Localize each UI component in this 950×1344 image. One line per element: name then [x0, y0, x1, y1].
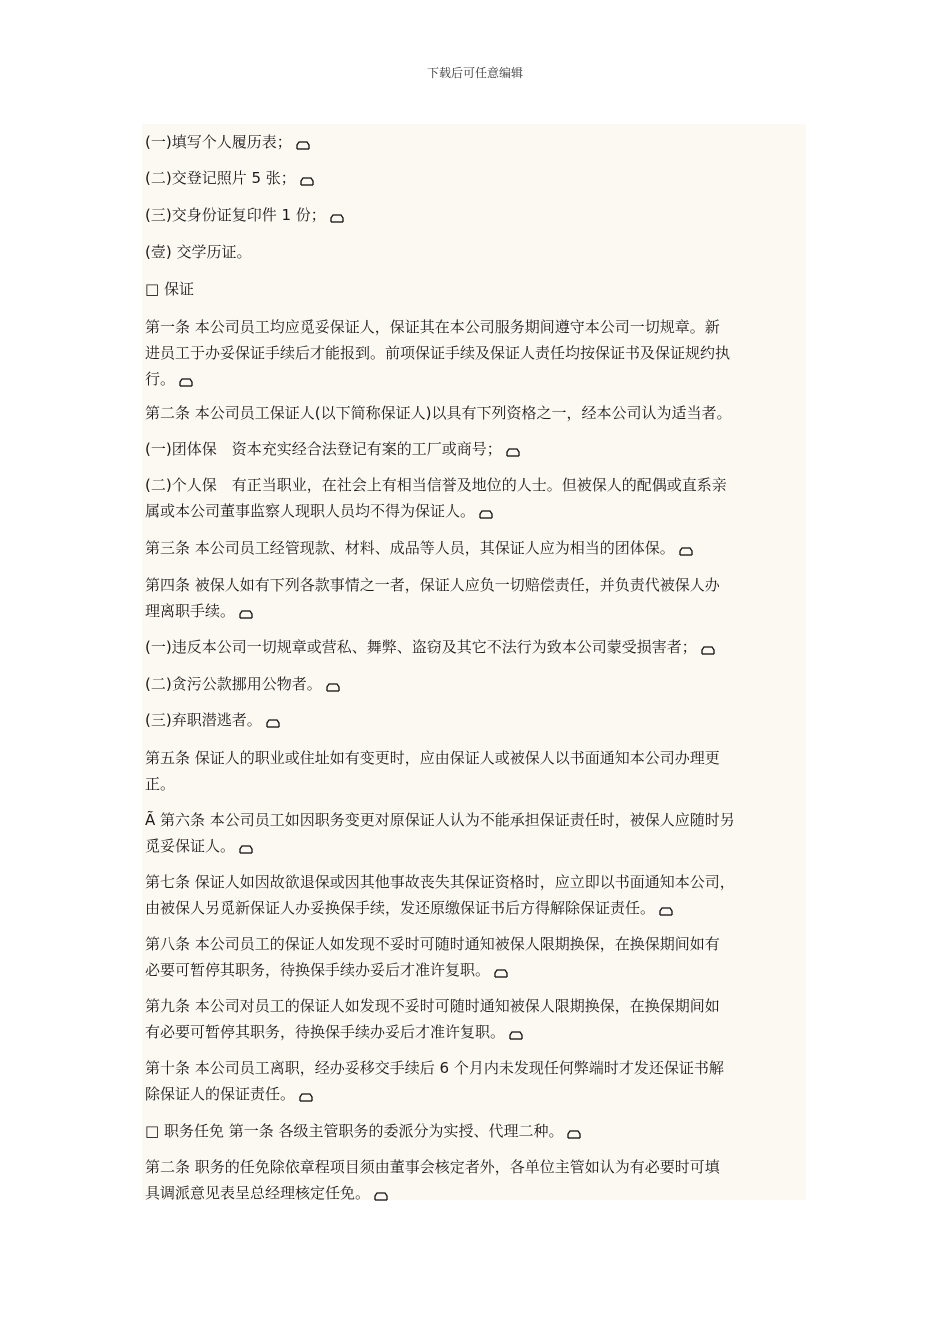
paragraph: [145, 202, 811, 228]
paragraph: [145, 807, 811, 859]
paragraph-mark-icon: [179, 378, 193, 387]
paragraph-line: (一)填写个人履历表；: [145, 129, 811, 155]
paragraph: [145, 314, 811, 392]
paragraph-line: 必要可暂停其职务，待换保手续办妥后才准许复职。: [145, 957, 811, 983]
paragraph-line: 第四条 被保人如有下列各款事情之一者，保证人应负一切赔偿责任，并负责代被保人办: [145, 576, 720, 594]
paragraph-mark-icon: [679, 547, 693, 556]
paragraph-line: (二)交登记照片 5 张；: [145, 165, 811, 191]
document-body: [142, 124, 806, 1200]
paragraph: [145, 572, 811, 624]
paragraph-line: 正。: [145, 775, 176, 793]
paragraph: [145, 1154, 811, 1206]
paragraph-line: (一)团体保 资本充实经合法登记有案的工厂或商号；: [145, 436, 811, 462]
paragraph-line: 第九条 本公司对员工的保证人如发现不妥时可随时通知被保人限期换保，在换保期间如: [145, 997, 720, 1015]
paragraph-line: □ 职务任免 第一条 各级主管职务的委派分为实授、代理二种。: [145, 1118, 811, 1144]
paragraph-line: 第二条 职务的任免除依章程项目须由董事会核定者外，各单位主管如认为有必要时可填: [145, 1158, 720, 1176]
paragraph-line: 第七条 保证人如因故欲退保或因其他事故丧失其保证资格时，应立即以书面通知本公司，: [145, 873, 735, 891]
paragraph-line: 行。: [145, 366, 811, 392]
paragraph-line: 进员工于办妥保证手续后才能报到。前项保证手续及保证人责任均按保证书及保证规约执: [145, 344, 731, 362]
paragraph-mark-icon: [506, 448, 520, 457]
paragraph-line: 第八条 本公司员工的保证人如发现不妥时可随时通知被保人限期换保，在换保期间如有: [145, 935, 720, 953]
paragraph-line: 第十条 本公司员工离职，经办妥移交手续后 6 个月内未发现任何弊端时才发还保证书解: [145, 1059, 724, 1077]
paragraph: [145, 634, 811, 660]
paragraph: [145, 993, 811, 1045]
paragraph-mark-icon: [494, 969, 508, 978]
paragraph-mark-icon: [509, 1031, 523, 1040]
paragraph: [145, 707, 811, 733]
paragraph-line: (壹) 交学历证。: [145, 243, 252, 261]
paragraph-line: (三)交身份证复印件 1 份；: [145, 202, 811, 228]
paragraph-mark-icon: [299, 1093, 313, 1102]
paragraph-line: □ 保证: [145, 280, 194, 298]
paragraph-line: (三)弃职潜逃者。: [145, 707, 811, 733]
paragraph: [145, 931, 811, 983]
paragraph: [145, 745, 811, 797]
paragraph: [145, 869, 811, 921]
paragraph-mark-icon: [659, 907, 673, 916]
paragraph: [145, 165, 811, 191]
paragraph-mark-icon: [296, 141, 310, 150]
paragraph-line: 第三条 本公司员工经管现款、材料、成品等人员，其保证人应为相当的团体保。: [145, 535, 811, 561]
paragraph: [145, 239, 811, 265]
paragraph: [145, 276, 811, 302]
paragraph-mark-icon: [239, 610, 253, 619]
paragraph-line: 有必要可暂停其职务，待换保手续办妥后才准许复职。: [145, 1019, 811, 1045]
page-header: 下载后可任意编辑: [426, 66, 523, 80]
paragraph-line: Ã 第六条 本公司员工如因职务变更对原保证人认为不能承担保证责任时，被保人应随时另: [145, 811, 735, 829]
paragraph-mark-icon: [701, 646, 715, 655]
paragraph: [145, 1055, 811, 1107]
paragraph-line: 第二条 本公司员工保证人(以下简称保证人)以具有下列资格之一，经本公司认为适当者。: [145, 404, 732, 422]
paragraph: [145, 129, 811, 155]
paragraph-line: (二)贪污公款挪用公物者。: [145, 671, 811, 697]
paragraph-mark-icon: [239, 845, 253, 854]
paragraph: [145, 400, 811, 426]
paragraph: [145, 535, 811, 561]
paragraph: [145, 1118, 811, 1144]
paragraph-line: 具调派意见表呈总经理核定任免。: [145, 1180, 811, 1206]
paragraph-mark-icon: [326, 683, 340, 692]
paragraph-line: 理离职手续。: [145, 598, 811, 624]
paragraph-line: (一)违反本公司一切规章或营私、舞弊、盗窃及其它不法行为致本公司蒙受损害者；: [145, 634, 811, 660]
paragraph-mark-icon: [266, 719, 280, 728]
paragraph-line: 觅妥保证人。: [145, 833, 811, 859]
paragraph-mark-icon: [300, 177, 314, 186]
paragraph-line: 第五条 保证人的职业或住址如有变更时，应由保证人或被保人以书面通知本公司办理更: [145, 749, 720, 767]
paragraph-line: 由被保人另觅新保证人办妥换保手续，发还原缴保证书后方得解除保证责任。: [145, 895, 811, 921]
paragraph-mark-icon: [374, 1192, 388, 1201]
paragraph-line: 属或本公司董事监察人现职人员均不得为保证人。: [145, 498, 811, 524]
paragraph-mark-icon: [330, 214, 344, 223]
paragraph: [145, 436, 811, 462]
paragraph: [145, 671, 811, 697]
paragraph-line: 第一条 本公司员工均应觅妥保证人，保证其在本公司服务期间遵守本公司一切规章。新: [145, 318, 720, 336]
paragraph-line: 除保证人的保证责任。: [145, 1081, 811, 1107]
paragraph: [145, 472, 811, 524]
paragraph-mark-icon: [567, 1130, 581, 1139]
paragraph-line: (二)个人保 有正当职业，在社会上有相当信誉及地位的人士。但被保人的配偶或直系亲: [145, 476, 727, 494]
paragraph-mark-icon: [479, 510, 493, 519]
